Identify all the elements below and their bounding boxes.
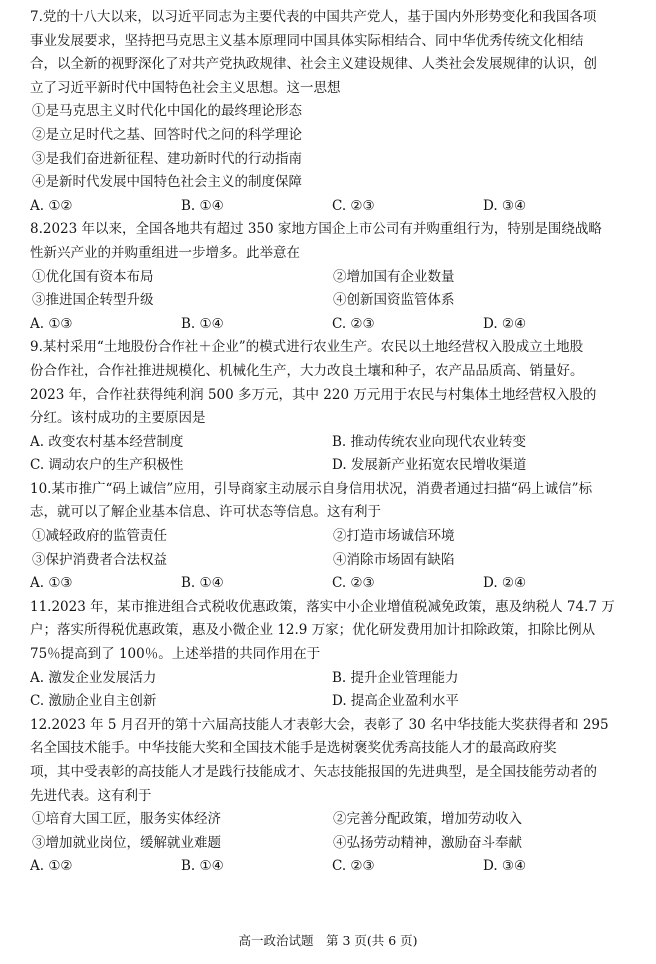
question-12: [30, 714, 634, 879]
option-c: C. ②③: [332, 197, 375, 214]
option-a: A. ①②: [30, 858, 73, 875]
option-d: D. 提高企业盈利水平: [332, 693, 459, 710]
question-stem-line: 12.2023 年 5 月召开的第十六届高技能人才表彰大会，表彰了 30 名中华技能大奖获得者和 295: [30, 716, 609, 733]
options-row: [30, 313, 634, 337]
statements-row: [30, 289, 634, 313]
question-stem-line: 10.某市推广“码上诚信”应用，引导商家主动展示自身信用状况，消费者通过扫描“码上诚信”标: [30, 480, 593, 497]
statement-1: ①减轻政府的监管责任: [32, 528, 167, 545]
question-stem-line: 事业发展要求，坚持把马克思主义基本原理同中国具体实际相结合、同中华优秀传统文化相结: [30, 32, 584, 49]
question-stem-line: 合，以全新的视野深化了对共产党执政规律、社会主义建设规律、人类社会发展规律的认识，创: [30, 56, 597, 73]
question-11: [30, 596, 634, 714]
question-8: [30, 218, 634, 336]
question-stem-line: 份合作社，合作社推进规模化、机械化生产，大力改良土壤和种子，农产品品质高、销量好。: [30, 362, 584, 379]
question-stem-line: 户；落实所得税优惠政策，惠及小微企业 12.9 万家；优化研发费用加计扣除政策，扣除比例从: [30, 622, 596, 639]
question-stem-line: 先进代表。这有利于: [30, 787, 152, 804]
question-stem-line: 分红。该村成功的主要原因是: [30, 410, 206, 427]
option-b: B. ①④: [181, 575, 224, 592]
options-row: [30, 667, 634, 691]
option-b: B. ①④: [181, 197, 224, 214]
option-c: C. ②③: [332, 575, 375, 592]
statement-1: ①优化国有资本布局: [32, 268, 154, 285]
statement-1: ①是马克思主义时代化中国化的最终理论形态: [32, 103, 302, 120]
question-stem-line: 立了习近平新时代中国特色社会主义思想。这一思想: [30, 79, 341, 96]
option-c: C. 激励企业自主创新: [30, 693, 157, 710]
question-stem-line: 8.2023 年以来，全国各地共有超过 350 家地方国企上市公司有并购重组行为，特别是围绕战略: [30, 221, 602, 238]
option-b: B. ①④: [181, 858, 224, 875]
question-stem-line: 名全国技术能手。中华技能大奖和全国技术能手是选树褒奖优秀高技能人才的最高政府奖: [30, 740, 557, 757]
option-d: D. ②④: [483, 575, 527, 592]
statements-row: [30, 549, 634, 573]
options-row: [30, 454, 634, 478]
question-9: [30, 336, 634, 478]
statements-row: [30, 525, 634, 549]
statement-4: ④是新时代发展中国特色社会主义的制度保障: [32, 174, 302, 191]
question-stem-line: 7.党的十八大以来，以习近平同志为主要代表的中国共产党人，基于国内外形势变化和我国各项: [30, 9, 597, 25]
question-7: [30, 6, 634, 218]
statement-2: ②完善分配政策，增加劳动收入: [333, 811, 522, 828]
question-stem-line: 9.某村采用“土地股份合作社＋企业”的模式进行农业生产。农民以土地经营权入股成立土地股: [30, 339, 584, 356]
options-row: [30, 572, 634, 596]
statement-1: ①培育大国工匠，服务实体经济: [32, 811, 221, 828]
statement-2: ②是立足时代之基、回答时代之问的科学理论: [32, 126, 302, 143]
options-row: [30, 855, 634, 879]
statement-2: ②打造市场诚信环境: [333, 528, 455, 545]
options-row: [30, 690, 634, 714]
option-d: D. ③④: [483, 197, 527, 214]
statement-4: ④弘扬劳动精神，激励奋斗奉献: [333, 834, 522, 851]
statement-4: ④创新国资监管体系: [333, 292, 455, 309]
option-d: D. ③④: [483, 858, 527, 875]
option-b: B. 提升企业管理能力: [332, 669, 459, 686]
statement-2: ②增加国有企业数量: [333, 268, 455, 285]
option-a: A. ①②: [30, 197, 73, 214]
statements-row: [30, 832, 634, 856]
option-a: A. ①③: [30, 315, 73, 332]
option-c: C. ②③: [332, 858, 375, 875]
option-b: B. ①④: [181, 315, 224, 332]
question-stem-line: 2023 年，合作社获得纯利润 500 多万元，其中 220 万元用于农民与村集体土地经营权入股的: [30, 386, 597, 403]
question-stem-line: 11.2023 年，某市推进组合式税收优惠政策，落实中小企业增值税减免政策，惠及纳税人 74.7 万: [30, 598, 615, 615]
option-b: B. 推动传统农业向现代农业转变: [332, 433, 527, 450]
statement-3: ③推进国企转型升级: [32, 292, 154, 309]
option-c: C. ②③: [332, 315, 375, 332]
question-10: [30, 478, 634, 596]
options-row: [30, 431, 634, 455]
page-footer: 高一政治试题 第 3 页(共 6 页): [238, 933, 418, 948]
question-stem-line: 志，就可以了解企业基本信息、许可状态等信息。这有利于: [30, 504, 381, 521]
option-a: A. 改变农村基本经营制度: [30, 433, 184, 450]
statement-4: ④消除市场固有缺陷: [333, 551, 455, 568]
statements-row: [30, 266, 634, 290]
question-stem-line: 项，其中受表彰的高技能人才是践行技能成才、矢志技能报国的先进典型，是全国技能劳动者的: [30, 764, 597, 780]
option-a: A. ①③: [30, 575, 73, 592]
option-a: A. 激发企业发展活力: [30, 669, 157, 686]
question-stem-line: 性新兴产业的并购重组进一步增多。此举意在: [30, 244, 300, 261]
statements-row: [30, 808, 634, 832]
question-stem-line: 75％提高到了 100％。上述举措的共同作用在于: [30, 646, 321, 663]
option-d: D. ②④: [483, 315, 527, 332]
statement-3: ③增加就业岗位，缓解就业难题: [32, 834, 221, 851]
statement-3: ③保护消费者合法权益: [32, 551, 167, 568]
option-d: D. 发展新产业拓宽农民增收渠道: [332, 457, 527, 474]
options-row: [30, 195, 634, 219]
option-c: C. 调动农户的生产积极性: [30, 457, 184, 474]
statement-3: ③是我们奋进新征程、建功新时代的行动指南: [32, 150, 302, 167]
